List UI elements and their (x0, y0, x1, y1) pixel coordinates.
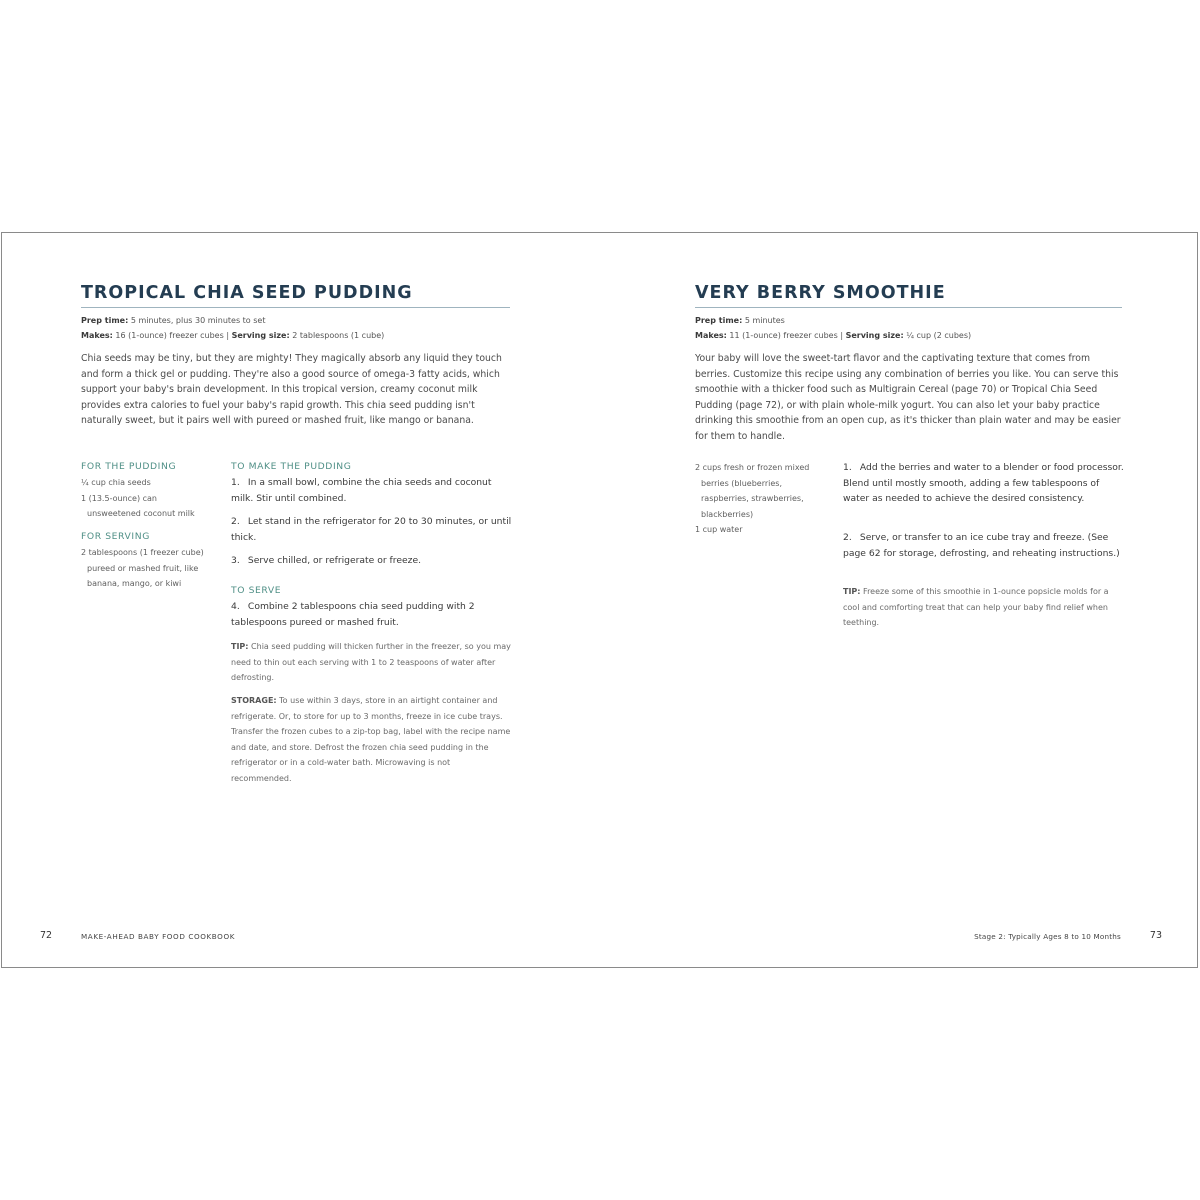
serving-heading: FOR SERVING (81, 531, 150, 542)
title-rule (81, 307, 510, 308)
serving-ingredients (81, 545, 211, 592)
prep-value: 5 minutes (744, 316, 785, 325)
recipe-meta-prep (81, 313, 265, 328)
method-step (843, 460, 1125, 507)
ingredient-item: 2 tablespoons (1 freezer cube) pureed or mashed fruit, like banana, mango, or kiwi (81, 548, 204, 589)
tip-label: TIP: (843, 587, 861, 596)
recipe-title: TROPICAL CHIA SEED PUDDING (81, 283, 413, 303)
ingredient-item: ¼ cup chia seeds (81, 478, 151, 487)
title-rule (695, 307, 1122, 308)
running-head: MAKE-AHEAD BABY FOOD COOKBOOK (81, 932, 236, 941)
step-number: 2. (231, 516, 240, 527)
makes-label: Makes: (695, 331, 727, 340)
page-number: 73 (1149, 930, 1162, 941)
serving-value: 2 tablespoons (1 cube) (292, 331, 385, 340)
recipe-meta-yield (81, 328, 384, 343)
method-step (843, 530, 1125, 561)
storage-note (231, 693, 511, 787)
ingredient-item: 1 (13.5-ounce) can unsweetened coconut milk (81, 493, 195, 519)
prep-label: Prep time: (695, 316, 743, 325)
storage-label: STORAGE: (231, 696, 277, 705)
step-text: Add the berries and water to a blender or food processor. Blend until mostly smooth, adding a few tablespoons of water as needed to achieve the desired consistency. (843, 462, 1124, 505)
step-number: 3. (231, 555, 240, 566)
method-step (231, 475, 513, 506)
makes-value: 11 (1-ounce) freezer cubes (729, 331, 838, 340)
storage-text: To use within 3 days, store in an airtight container and refrigerate. Or, to store for up to 3 months, freeze in ice cube trays. Transfer the frozen cubes to a zip-top bag, label with the recipe name and date, and store. Defrost the frozen chia seed pudding in the refrigerator or in a cold-water bath. Microwaving is not recommended. (231, 696, 511, 783)
step-text: In a small bowl, combine the chia seeds and coconut milk. Stir until combined. (231, 477, 492, 504)
meta-separator: | (226, 331, 232, 340)
tip-text: Freeze some of this smoothie in 1-ounce popsicle molds for a cool and comforting treat that can help your baby find relief when teething. (843, 587, 1109, 628)
right-page (600, 233, 1198, 967)
method-step (231, 514, 513, 545)
recipe-intro: Chia seeds may be tiny, but they are mighty! They magically absorb any liquid they touch and form a thick gel or pudding. They're also a good source of omega-3 fatty acids, which support your baby's brain development. In this tropical version, creamy coconut milk provides extra calories to fuel your baby's rapid growth. This chia seed pudding isn't naturally sweet, but it pairs well with pureed or mashed fruit, like mango or banana. (81, 353, 502, 427)
step-number: 2. (843, 532, 852, 543)
tip-text: Chia seed pudding will thicken further in the freezer, so you may need to thin out each serving with 1 to 2 teaspoons of water after defrosting. (231, 642, 511, 683)
serving-label: Serving size: (231, 331, 290, 340)
step-number: 1. (231, 477, 240, 488)
smoothie-ingredients (695, 460, 825, 538)
method-step (231, 553, 513, 569)
book-spread (1, 232, 1198, 968)
meta-separator: | (840, 331, 846, 340)
serve-heading: TO SERVE (231, 585, 282, 596)
serving-label: Serving size: (845, 331, 904, 340)
step-text: Serve, or transfer to an ice cube tray and freeze. (See page 62 for storage, defrosting, and reheating instructions.) (843, 532, 1120, 559)
running-head: Stage 2: Typically Ages 8 to 10 Months (974, 932, 1121, 941)
tip-note (231, 639, 511, 686)
left-page (2, 233, 600, 967)
ingredient-item: 1 cup water (695, 525, 743, 535)
recipe-meta-yield (695, 328, 971, 343)
method-step (231, 599, 513, 630)
pudding-heading: FOR THE PUDDING (81, 461, 177, 472)
tip-label: TIP: (231, 642, 249, 651)
page-number: 72 (40, 930, 53, 941)
step-text: Let stand in the refrigerator for 20 to 30 minutes, or until thick. (231, 516, 512, 543)
recipe-intro: Your baby will love the sweet-tart flavor and the captivating texture that comes from berries. Customize this recipe using any combination of berries you like. You can serve this smoothie with a thicker food such as Multigrain Cereal (page 70) or Tropical Chia Seed Pudding (page 72), or with plain whole-milk yogurt. You can also let your baby practice drinking this smoothie from an open cup, as it's thicker than plain water and may be easier for them to handle. (695, 353, 1121, 442)
recipe-meta-prep (695, 313, 785, 328)
step-text: Combine 2 tablespoons chia seed pudding with 2 tablespoons pureed or mashed fruit. (231, 601, 475, 628)
step-text: Serve chilled, or refrigerate or freeze. (247, 555, 422, 566)
pudding-ingredients (81, 475, 211, 522)
step-number: 4. (231, 601, 240, 612)
serving-value: ¼ cup (2 cubes) (906, 331, 972, 340)
makes-label: Makes: (81, 331, 113, 340)
ingredient-item: 2 cups fresh or frozen mixed berries (blueberries, raspberries, strawberries, blackberries) (695, 463, 810, 519)
prep-value: 5 minutes, plus 30 minutes to set (130, 316, 266, 325)
tip-note (843, 584, 1125, 631)
recipe-title: VERY BERRY SMOOTHIE (695, 283, 946, 303)
make-heading: TO MAKE THE PUDDING (231, 461, 352, 472)
makes-value: 16 (1-ounce) freezer cubes (115, 331, 224, 340)
prep-label: Prep time: (81, 316, 129, 325)
step-number: 1. (843, 462, 852, 473)
